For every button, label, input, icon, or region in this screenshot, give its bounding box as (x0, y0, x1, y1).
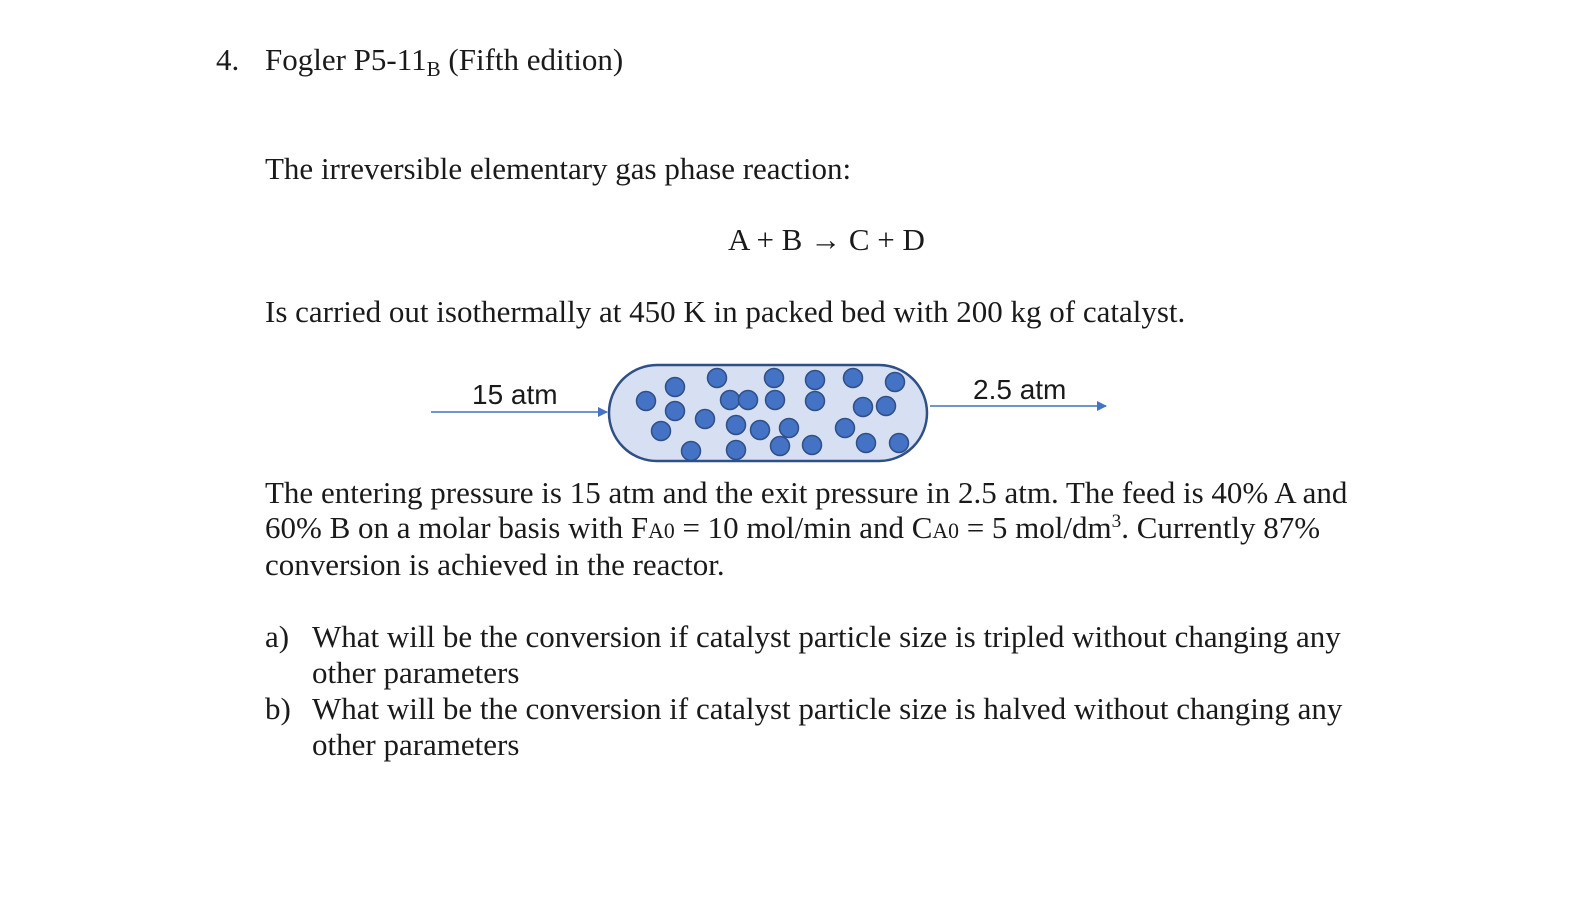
question-b-line-1: What will be the conversion if catalyst particle size is halved without changing any (312, 691, 1343, 726)
inlet-pressure-label: 15 atm (472, 379, 558, 410)
catalyst-particle (682, 442, 701, 461)
conc-text: = 5 mol/dm (958, 510, 1112, 545)
reactant-b: B (781, 222, 803, 257)
question-a-line-1: What will be the conversion if catalyst particle size is tripled without changing any (312, 619, 1341, 654)
catalyst-particle (780, 419, 799, 438)
outlet-pressure-label: 2.5 atm (973, 374, 1067, 405)
intro-text: The irreversible elementary gas phase reaction: (265, 151, 852, 186)
catalyst-particle (727, 416, 746, 435)
catalyst-particle (806, 371, 825, 390)
description-line-2 (265, 510, 1320, 551)
catalyst-particle (666, 402, 685, 421)
catalyst-particle (766, 391, 785, 410)
question-a-line-2: other parameters (312, 655, 520, 690)
catalyst-particle (890, 434, 909, 453)
catalyst-particle (886, 373, 905, 392)
ca0-subscript: A0 (932, 519, 959, 543)
title-rest: (Fifth edition) (448, 42, 624, 77)
conditions-text: Is carried out isothermally at 450 K in packed bed with 200 kg of catalyst. (265, 294, 1186, 329)
catalyst-particle (844, 369, 863, 388)
catalyst-particle (739, 391, 758, 410)
product-c: C (848, 222, 870, 257)
question-b-marker: b) (265, 691, 291, 726)
question-b-line-2: other parameters (312, 727, 520, 762)
conversion-text: . Currently 87% (1121, 510, 1321, 545)
title-subscript: B (426, 56, 441, 81)
catalyst-particle (806, 392, 825, 411)
catalyst-particle (836, 419, 855, 438)
catalyst-particle (696, 410, 715, 429)
catalyst-particle (708, 369, 727, 388)
title-main: Fogler P5-11 (265, 42, 427, 77)
flow-text: = 10 mol/min and C (674, 510, 933, 545)
catalyst-particle (652, 422, 671, 441)
problem-number: 4. (216, 42, 240, 77)
catalyst-particle (854, 398, 873, 417)
catalyst-particle (637, 392, 656, 411)
reactant-a: A (728, 222, 749, 257)
plus-sign: + (877, 222, 895, 257)
catalyst-particle (751, 421, 770, 440)
reaction-arrow: → (810, 222, 842, 257)
catalyst-particle (803, 436, 822, 455)
description-line-3: conversion is achieved in the reactor. (265, 547, 725, 582)
catalyst-particle (666, 378, 685, 397)
catalyst-particle (765, 369, 784, 388)
catalyst-particle (771, 437, 790, 456)
plus-sign: + (756, 222, 774, 257)
catalyst-particle (857, 434, 876, 453)
cubed-superscript: 3 (1111, 511, 1122, 533)
question-a-marker: a) (265, 619, 290, 654)
product-d: D (902, 222, 925, 257)
fa0-subscript: A0 (648, 519, 675, 543)
catalyst-particle (721, 391, 740, 410)
catalyst-particle (877, 397, 896, 416)
description-line-1: The entering pressure is 15 atm and the exit pressure in 2.5 atm. The feed is 40% A and (265, 475, 1348, 510)
feed-text: 60% B on a molar basis with F (265, 510, 649, 545)
catalyst-particle (727, 441, 746, 460)
